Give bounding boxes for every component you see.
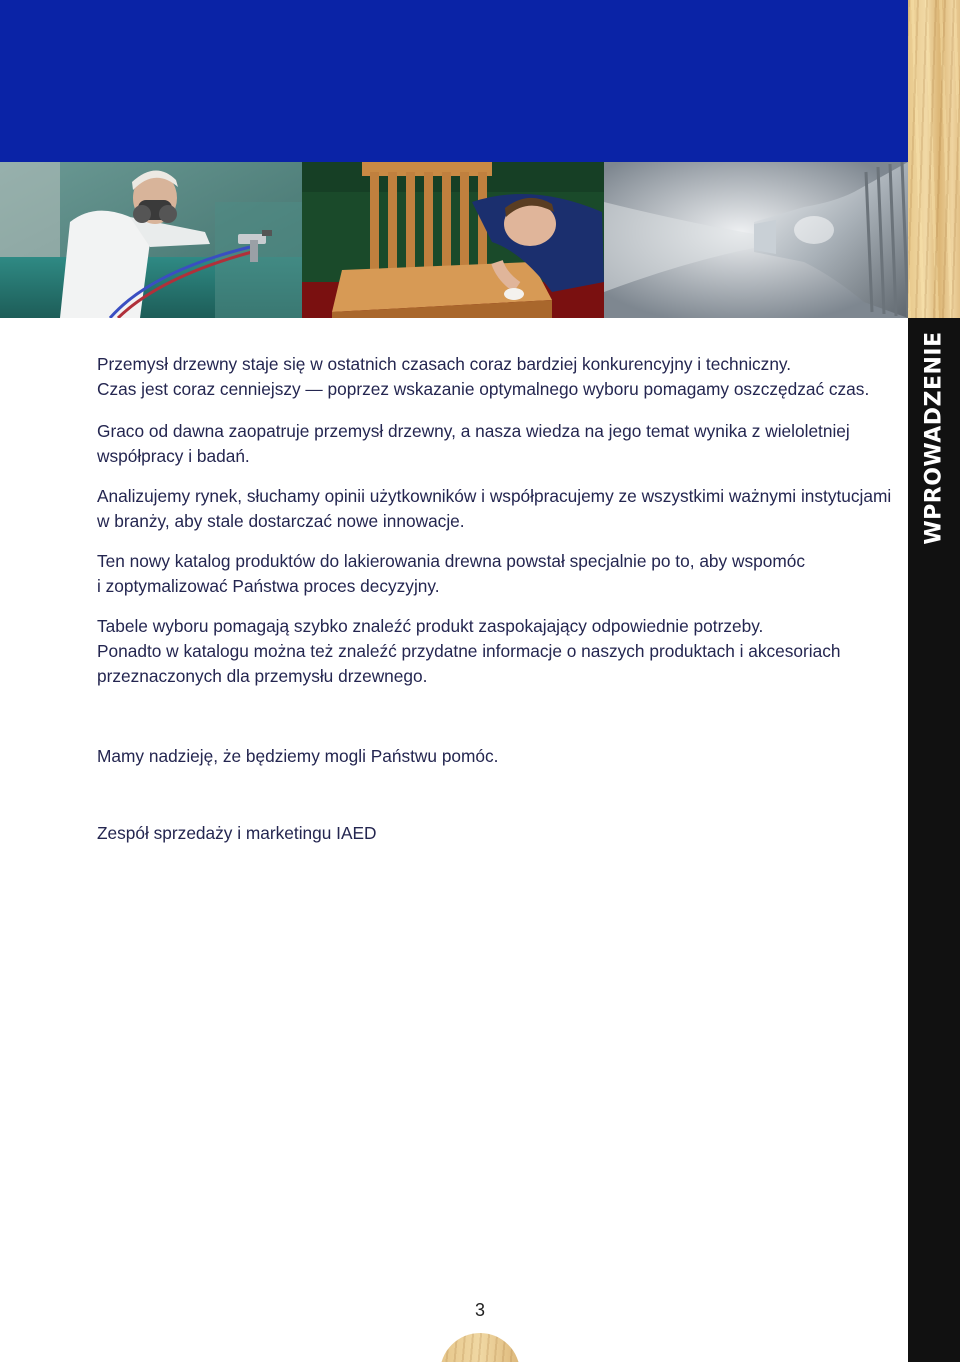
page-number: 3 — [474, 1300, 485, 1320]
signature: Zespół sprzedaży i marketingu IAED — [97, 823, 377, 843]
page-number-container — [0, 1300, 960, 1321]
text-line: Tabele wyboru pomagają szybko znaleźć produkt zaspokajający odpowiednie potrzeby. — [97, 616, 764, 636]
intro-paragraph-3 — [97, 484, 892, 534]
intro-paragraph-1 — [97, 352, 877, 402]
spray-painter-photo — [0, 162, 302, 318]
text-line: i zoptymalizować Państwa proces decyzyjny. — [97, 576, 440, 596]
intro-paragraph-2 — [97, 419, 877, 469]
wood-texture-strip — [908, 0, 960, 318]
wood-page-tab — [440, 1333, 520, 1362]
intro-paragraph-4 — [97, 549, 877, 599]
spray-nozzle-photo — [604, 162, 908, 318]
text-line: Graco od dawna zaopatruje przemysł drzewny, a nasza wiedza na jego temat wynika z wieloletniej — [97, 421, 850, 441]
text-line: Ponadto w katalogu można też znaleźć przydatne informacje o naszych produktach i akcesoriach — [97, 641, 841, 661]
text-line: współpracy i badań. — [97, 446, 250, 466]
text-line: Czas jest coraz cenniejszy — poprzez wskazanie optymalnego wyboru pomagamy oszczędzać czas. — [97, 379, 870, 399]
closing-sentence: Mamy nadzieję, że będziemy mogli Państwu pomóc. — [97, 746, 499, 766]
text-line: przeznaczonych dla przemysłu drzewnego. — [97, 666, 428, 686]
text-line: Przemysł drzewny staje się w ostatnich czasach coraz bardziej konkurencyjny i techniczny. — [97, 354, 792, 374]
text-line: w branży, aby stale dostarczać nowe innowacje. — [97, 511, 465, 531]
text-line: Ten nowy katalog produktów do lakierowania drewna powstał specjalnie po to, aby wspomóc — [97, 551, 805, 571]
intro-paragraph-5 — [97, 614, 877, 689]
text-line: Analizujemy rynek, słuchamy opinii użytkowników i współpracujemy ze wszystkimi ważnymi instytucjami — [97, 486, 892, 506]
header-blue-band — [0, 0, 908, 162]
section-title: WPROWADZENIE — [921, 331, 947, 545]
chair-sanding-photo — [302, 162, 604, 318]
